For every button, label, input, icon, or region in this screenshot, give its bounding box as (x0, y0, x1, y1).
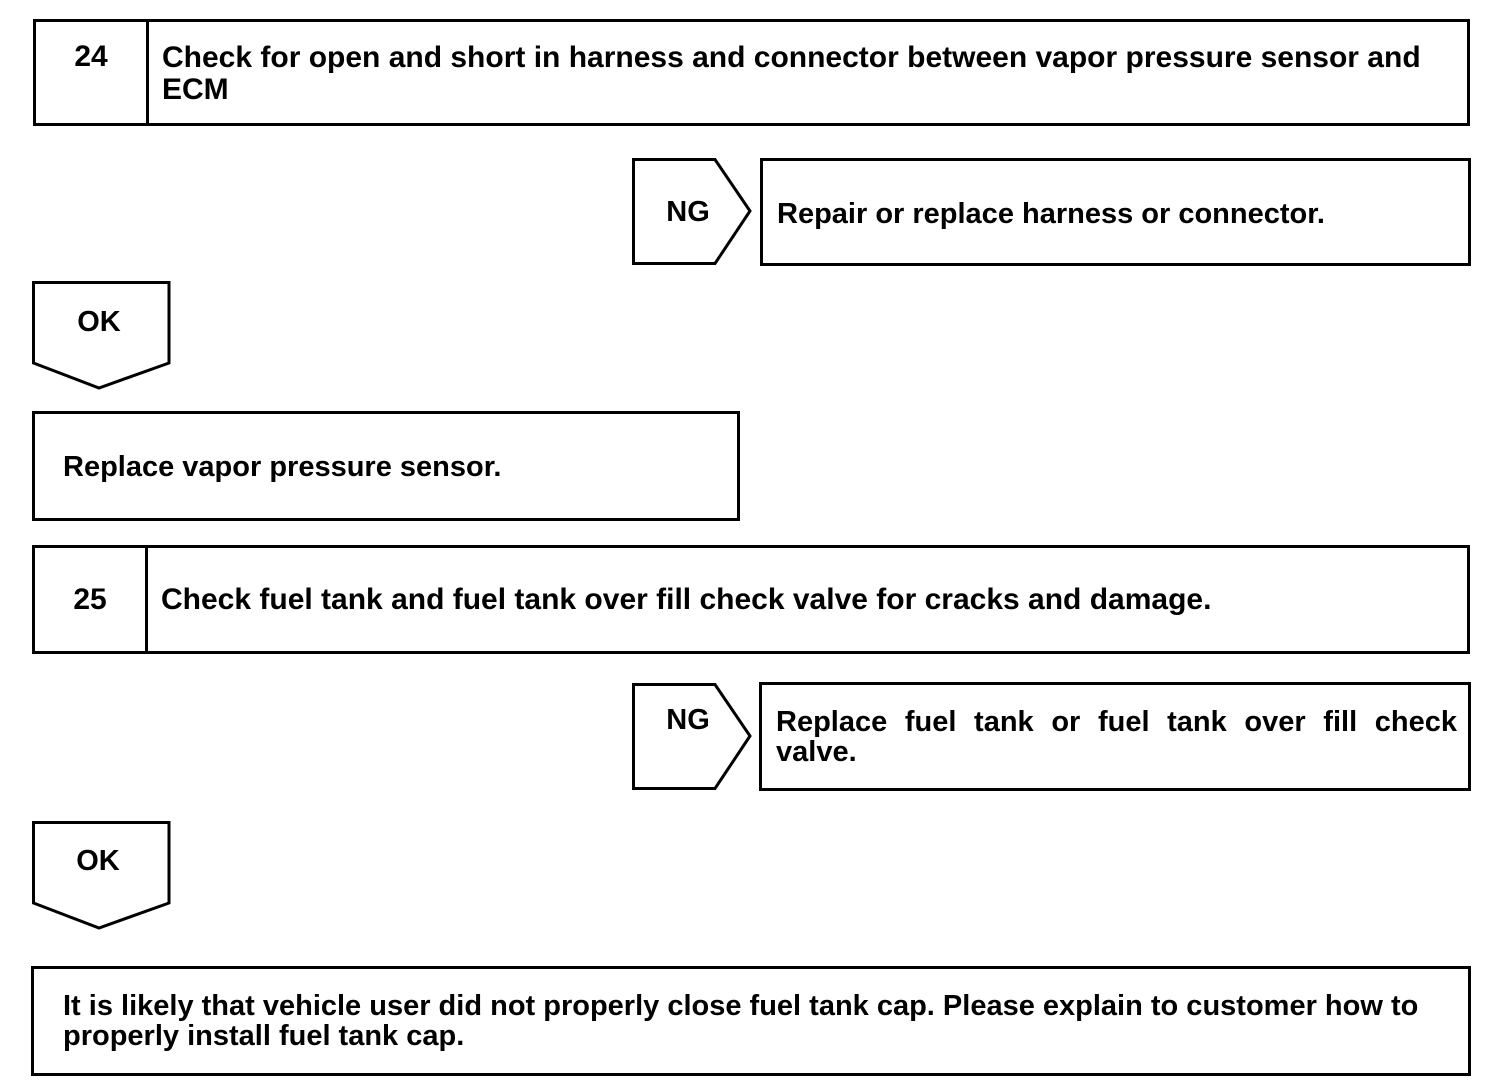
ng-action-box (760, 158, 1471, 266)
ng-arrow-shape (632, 683, 754, 791)
final-action-box (31, 966, 1471, 1076)
step-number: 25 (35, 548, 148, 651)
ng-action-box (759, 682, 1471, 791)
final-action-text: It is likely that vehicle user did not properly close fuel tank cap. Please explain to customer how to properly install fuel tank cap. (63, 990, 1419, 1052)
ok-label: OK (76, 845, 120, 877)
step-number: 24 (36, 22, 149, 123)
ng-label: NG (666, 196, 710, 228)
ok-action-box (32, 411, 740, 521)
ng-action-text: Replace fuel tank or fuel tank over fill check valve. (776, 706, 1457, 768)
ng-action-text: Repair or replace harness or connector. (777, 198, 1325, 230)
step-title: Check for open and short in harness and connector between vapor pressure sensor and ECM (162, 41, 1421, 106)
ok-label: OK (77, 306, 121, 338)
step-24-box (33, 19, 1470, 126)
step-25-box (32, 545, 1470, 654)
ok-action-text: Replace vapor pressure sensor. (63, 451, 502, 483)
step-title: Check fuel tank and fuel tank over fill check valve for cracks and damage. (161, 583, 1212, 616)
ng-label: NG (666, 704, 710, 736)
